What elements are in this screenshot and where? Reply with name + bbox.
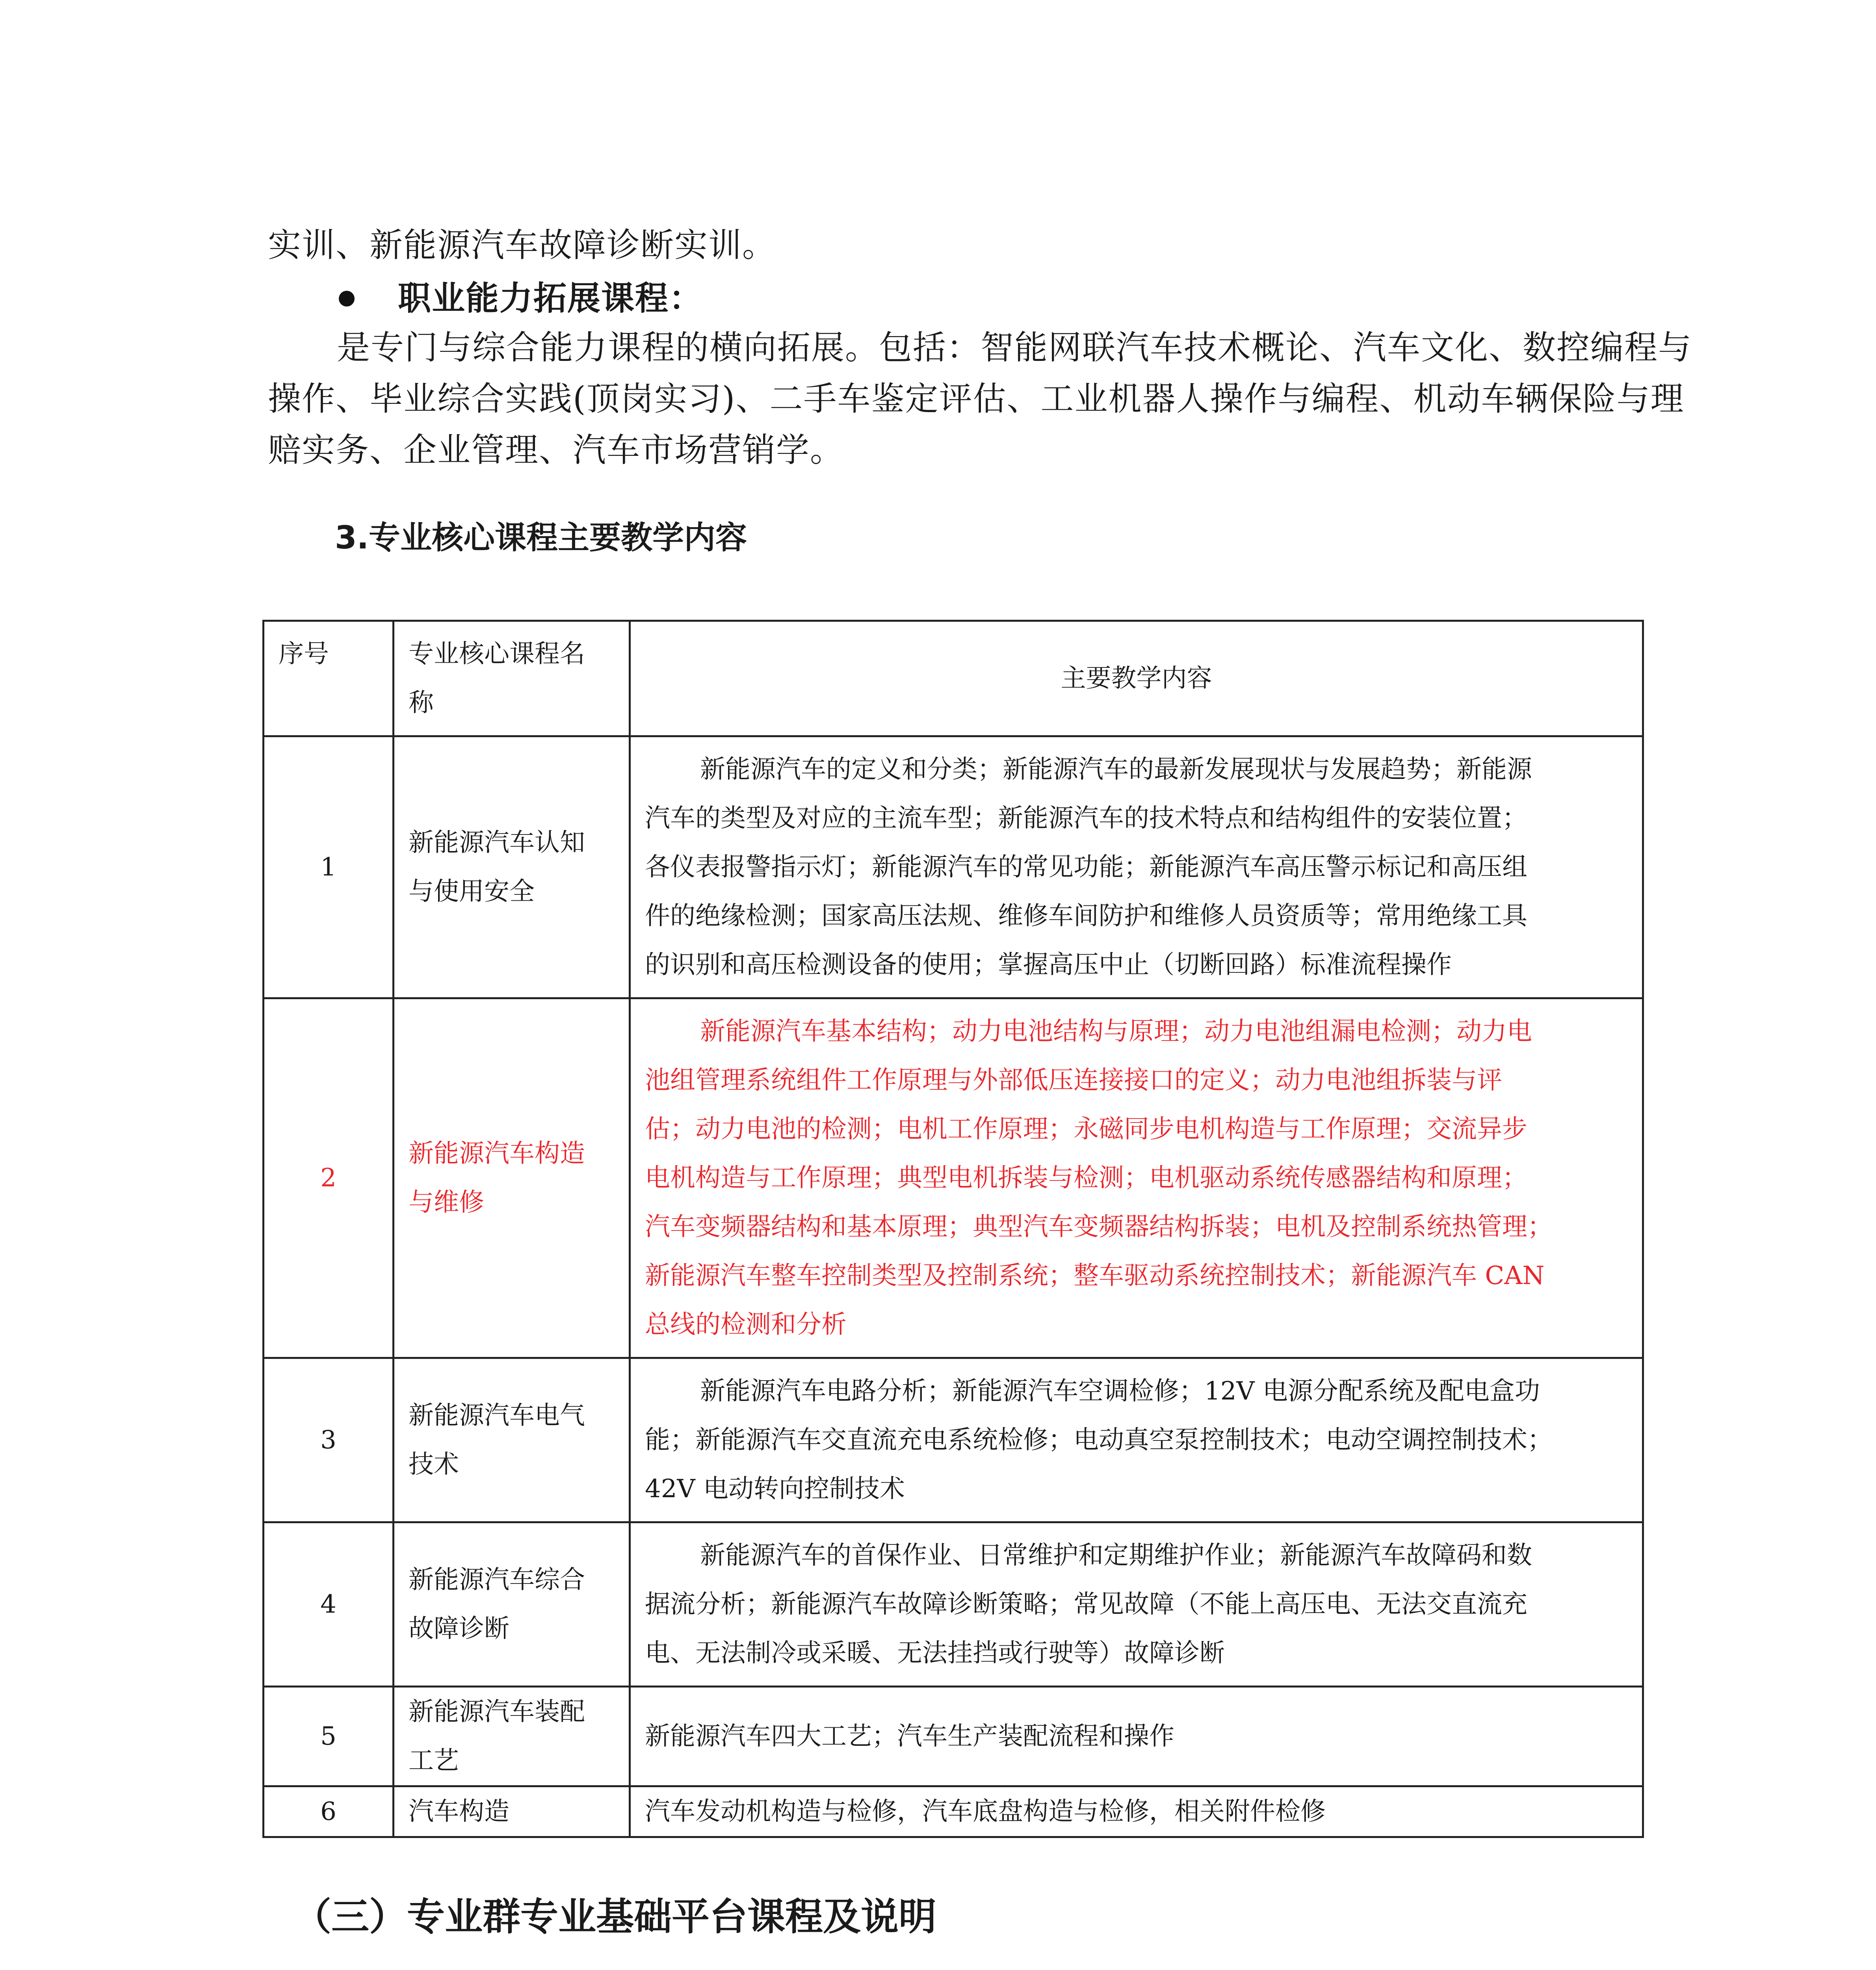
table-row: [264, 1687, 1643, 1786]
table-row: [264, 1358, 1643, 1522]
content-line: 汽车发动机构造与检修，汽车底盘构造与检修，相关附件检修: [645, 1797, 1326, 1826]
content-line: 据流分析；新能源汽车故障诊断策略；常见故障（不能上高压电、无法交直流充: [645, 1590, 1527, 1619]
table-row: [264, 736, 1643, 998]
row-no: 1: [264, 736, 394, 998]
row-course-name: [394, 1522, 630, 1687]
content-line: 电机构造与工作原理；典型电机拆装与检测；电机驱动系统传感器结构和原理；: [645, 1163, 1527, 1193]
row-content: [630, 1786, 1643, 1837]
row-course-name: [394, 1358, 630, 1522]
section-3-title: 3.专业核心课程主要教学内容: [335, 519, 747, 556]
row-course-name: [394, 1687, 630, 1786]
content-line: 件的绝缘检测；国家高压法规、维修车间防护和维修人员资质等；常用绝缘工具: [645, 901, 1527, 931]
course-name-line-2: 与维修: [409, 1188, 484, 1217]
content-line: 汽车变频器结构和基本原理；典型汽车变频器结构拆装；电机及控制系统热管理；: [645, 1212, 1553, 1241]
bullet-icon: [339, 291, 355, 307]
course-name-line-1: 新能源汽车认知: [409, 828, 585, 857]
table-header-row: [264, 621, 1643, 736]
header-no: 序号: [264, 621, 394, 736]
header-course-name-line-1: 专业核心课程名: [409, 639, 585, 669]
content-line: 能；新能源汽车交直流充电系统检修；电动真空泵控制技术；电动空调控制技术；: [645, 1425, 1553, 1455]
content-text: 新能源汽车电路分析；新能源汽车空调检修；12V 电源分配系统及配电盒功: [700, 1377, 1540, 1406]
course-name-line-1: 新能源汽车构造: [409, 1139, 585, 1168]
content-line: [645, 1531, 1633, 1580]
content-line: 总线的检测和分析: [645, 1310, 847, 1339]
content-line: 汽车的类型及对应的主流车型；新能源汽车的技术特点和结构组件的安装位置；: [645, 804, 1527, 833]
content-line: [645, 1367, 1633, 1416]
table-row: [264, 1522, 1643, 1687]
row-content: [630, 1522, 1643, 1687]
content-text: 新能源汽车的定义和分类；新能源汽车的最新发展现状与发展趋势；新能源: [700, 755, 1532, 784]
content-line: 各仪表报警指示灯；新能源汽车的常见功能；新能源汽车高压警示标记和高压组: [645, 853, 1527, 882]
bullet-item: [339, 272, 890, 325]
course-name-line-2: 工艺: [409, 1746, 459, 1775]
content-line: 新能源汽车整车控制类型及控制系统；整车驱动系统控制技术；新能源汽车 CAN: [645, 1261, 1545, 1290]
course-name-line-1: 新能源汽车装配: [409, 1697, 585, 1727]
content-text: 新能源汽车的首保作业、日常维护和定期维护作业；新能源汽车故障码和数: [700, 1541, 1532, 1570]
content-text: 新能源汽车基本结构；动力电池结构与原理；动力电池组漏电检测；动力电: [700, 1017, 1532, 1046]
intro-para-line-1: 是专门与综合能力课程的横向拓展。包括：智能网联汽车技术概论、汽车文化、数控编程与: [337, 328, 1692, 367]
bullet-title: 职业能力拓展课程：: [398, 279, 703, 318]
row-content: [630, 736, 1643, 998]
row-course-name: [394, 1786, 630, 1837]
row-no: 5: [264, 1687, 394, 1786]
table-row-highlighted: [264, 998, 1643, 1358]
course-name-line-2: 与使用安全: [409, 877, 535, 906]
content-line: 42V 电动转向控制技术: [645, 1474, 905, 1504]
content-line: [645, 1007, 1633, 1056]
content-line: 的识别和高压检测设备的使用；掌握高压中止（切断回路）标准流程操作: [645, 950, 1452, 979]
row-no: 4: [264, 1522, 394, 1687]
intro-para-line-2: 操作、毕业综合实践(顶岗实习)、二手车鉴定评估、工业机器人操作与编程、机动车辆保险与理: [268, 379, 1685, 418]
content-line: 新能源汽车四大工艺；汽车生产装配流程和操作: [645, 1722, 1174, 1751]
row-course-name: [394, 736, 630, 998]
header-course-name: [394, 621, 630, 736]
row-no: 3: [264, 1358, 394, 1522]
course-name-line-2: 技术: [409, 1450, 459, 1479]
course-name-line-1: 汽车构造: [409, 1797, 509, 1826]
row-content: [630, 1687, 1643, 1786]
content-line: 电、无法制冷或采暖、无法挂挡或行驶等）故障诊断: [645, 1639, 1225, 1668]
header-course-name-line-2: 称: [409, 688, 434, 717]
table-row: [264, 1786, 1643, 1837]
content-line: 池组管理系统组件工作原理与外部低压连接接口的定义；动力电池组拆装与评: [645, 1066, 1502, 1095]
row-no: 2: [264, 998, 394, 1358]
course-name-line-1: 新能源汽车电气: [409, 1401, 585, 1430]
row-content: [630, 998, 1643, 1358]
row-course-name: [394, 998, 630, 1358]
intro-para-line-3: 赔实务、企业管理、汽车市场营销学。: [268, 431, 844, 469]
content-line: [645, 745, 1633, 794]
row-content: [630, 1358, 1643, 1522]
section-three-title: （三）专业群专业基础平台课程及说明: [293, 1895, 936, 1939]
content-line: 估；动力电池的检测；电机工作原理；永磁同步电机构造与工作原理；交流异步: [645, 1115, 1527, 1144]
intro-line-1: 实训、新能源汽车故障诊断实训。: [268, 226, 776, 264]
course-name-line-1: 新能源汽车综合: [409, 1565, 585, 1595]
row-no: 6: [264, 1786, 394, 1837]
header-content: 主要教学内容: [630, 621, 1643, 736]
core-course-table: [262, 620, 1644, 1838]
course-name-line-2: 故障诊断: [409, 1614, 509, 1643]
